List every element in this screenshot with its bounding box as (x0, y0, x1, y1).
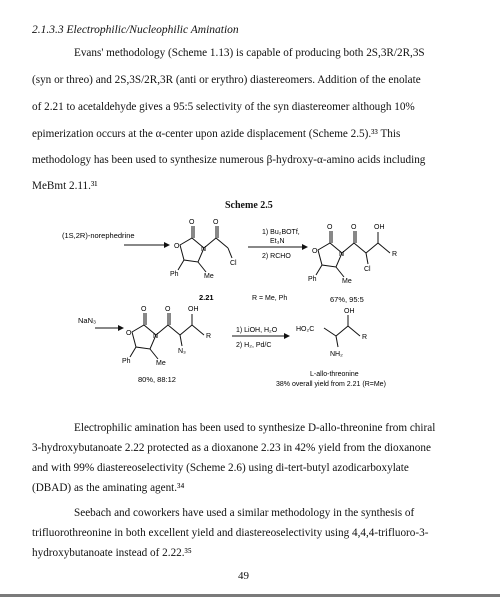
azide-o-ring: O (126, 330, 132, 337)
structure-aldol-product (316, 231, 390, 277)
aldol-o-acyl: O (351, 224, 357, 231)
paragraph1-line2: (syn or threo) and 2S,3S/2R,3R (anti or erythro) diastereomers. Addition of the enolate (32, 74, 421, 86)
azide-o-top: O (141, 306, 147, 313)
structure-2-21-ph: Ph (170, 271, 179, 278)
structure-azide (130, 313, 204, 359)
azide-n3: N₃ (178, 348, 186, 355)
structure-2-21-o-ring: O (174, 243, 180, 250)
paragraph1-line5: methodology has been used to synthesize numerous β-hydroxy-α-amino acids including (32, 154, 426, 166)
page-bottom-rule (0, 594, 500, 597)
paragraph2-line1: Electrophilic amination has been used to synthesize D-allo-threonine from chiral (74, 422, 436, 434)
aldol-n: N (339, 251, 345, 258)
aldol-cl: Cl (364, 266, 371, 273)
section-heading: 2.1.3.3 Electrophilic/Nucleophilic Amination (32, 24, 239, 36)
overall-yield: 38% overall yield from 2.21 (R=Me) (276, 381, 386, 388)
aldol-ph: Ph (308, 276, 317, 283)
structure-2-21-n: N (201, 246, 207, 253)
structure-2-21-o-acyl: O (213, 219, 219, 226)
arrowhead-4 (284, 333, 290, 339)
paragraph3-line3: hydroxybutanoate instead of 2.22.³⁵ (32, 547, 192, 559)
structure-2-21-me: Me (204, 273, 214, 280)
product-nh2: NH₂ (330, 351, 343, 358)
paragraph3-line1: Seebach and coworkers have used a similar methodology in the synthesis of (74, 507, 415, 519)
paragraph1-line4: epimerization occurs at the α-center upon azide displacement (Scheme 2.5).³³ This (32, 128, 401, 140)
azide-n: N (153, 333, 159, 340)
paragraph2-line2: 3-hydroxybutanoate 2.22 protected as a dioxanone 2.23 in 42% yield from the dioxanone (32, 442, 431, 454)
compound-label-2-21: 2.21 (199, 293, 214, 302)
structure-2-21-cl: Cl (230, 260, 237, 267)
norephedrine-label: (1S,2R)-norephedrine (62, 231, 135, 240)
azide-reagent: NaN₃ (78, 316, 97, 325)
r-definition: R = Me, Ph (252, 295, 288, 302)
product-oh: OH (344, 308, 355, 315)
scheme-title: Scheme 2.5 (225, 200, 273, 211)
aldol-r: R (392, 251, 398, 258)
structure-2-21-o-top: O (189, 219, 195, 226)
paragraph1-line6: MeBmt 2.11.³¹ (32, 180, 98, 192)
paragraph1-line3: of 2.21 to acetaldehyde gives a 95:5 selectivity of the syn diastereomer although 10% (32, 101, 415, 113)
product-name: L-allo-threonine (310, 371, 359, 378)
azide-ph: Ph (122, 358, 131, 365)
reaction-scheme (0, 210, 500, 420)
aldol-o-top: O (327, 224, 333, 231)
structure-allo-threonine (324, 315, 360, 347)
paragraph3-line2: trifluorothreonine in both excellent yield and diastereoselectivity using 4,4,4-trifluoro-3- (32, 527, 429, 539)
step2-reagent-2: 2) H₂, Pd/C (236, 342, 272, 349)
aldol-me: Me (342, 278, 352, 285)
aldol-o-ring: O (312, 248, 318, 255)
aldol-oh: OH (374, 224, 385, 231)
paragraph1-line1: Evans' methodology (Scheme 1.13) is capable of producing both 2S,3R/2R,3S (74, 47, 425, 59)
azide-yield: 80%, 88:12 (138, 375, 176, 384)
step1-reagent-1: 1) Bu₂BOTf, (262, 229, 300, 236)
arrowhead-3 (118, 325, 124, 331)
azide-me: Me (156, 360, 166, 367)
azide-o-acyl: O (165, 306, 171, 313)
product-r: R (362, 334, 368, 341)
page-number: 49 (238, 570, 249, 582)
step1-reagent-2: Et₃N (270, 238, 285, 245)
product-ho2c: HO₂C (296, 326, 315, 333)
step1-reagent-3: 2) RCHO (262, 253, 291, 260)
step2-reagent-1: 1) LiOH, H₂O (236, 327, 278, 334)
arrowhead-1 (164, 242, 170, 248)
paragraph2-line3: and with 99% diastereoselectivity (Scheme 2.6) using di-tert-butyl azodicarboxylate (32, 462, 409, 474)
aldol-yield: 67%, 95:5 (330, 295, 364, 304)
azide-r: R (206, 333, 212, 340)
azide-oh: OH (188, 306, 199, 313)
arrowhead-2 (302, 244, 308, 250)
paragraph2-line4: (DBAD) as the aminating agent.³⁴ (32, 482, 185, 494)
